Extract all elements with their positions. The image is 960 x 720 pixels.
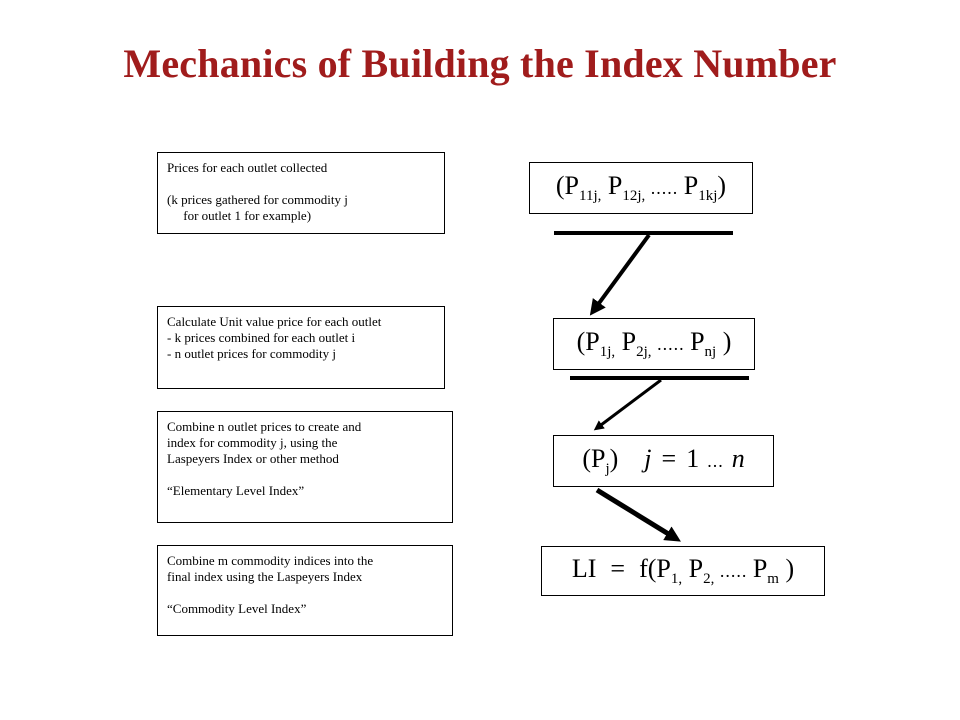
formula-dots: ..... (651, 334, 691, 354)
formula-dots: ..... (645, 178, 684, 198)
formula-dots: ... (707, 451, 724, 471)
formula-open: (P (576, 327, 600, 356)
step-line: “Commodity Level Index” (167, 601, 307, 616)
formula-close: ) (716, 327, 732, 356)
formula-subscript: m (767, 571, 779, 587)
formula-subscript: 1j, (599, 344, 616, 360)
formula-subscript: 2, (703, 571, 715, 587)
formula-term: P (683, 171, 699, 200)
formula-close: ) (609, 444, 619, 473)
step-line: for outlet 1 for example) (167, 208, 312, 223)
step-line: Combine n outlet prices to create and (167, 419, 362, 434)
step-line: Laspeyers Index or other method (167, 451, 339, 466)
formula-subscript: 12j, (622, 188, 646, 204)
step-line: Calculate Unit value price for each outlet (167, 314, 382, 329)
formula-term: P (690, 327, 705, 356)
formula-term: f(P (639, 554, 671, 583)
step-line: - n outlet prices for commodity j (167, 346, 336, 361)
formula-subscript: 2j, (636, 344, 652, 360)
step-line: index for commodity j, using the (167, 435, 338, 450)
formula-term: P (682, 554, 704, 583)
formula-term: P (615, 327, 637, 356)
formula-close: ) (717, 171, 727, 200)
formula-equals: = (610, 554, 626, 583)
step-line: (k prices gathered for commodity j (167, 192, 348, 207)
step-line: final index using the Laspeyers Index (167, 569, 363, 584)
formula-dots: ..... (714, 561, 753, 581)
formula-variable: j (644, 444, 652, 473)
step-line: Combine m commodity indices into the (167, 553, 374, 568)
formula-term: P (601, 171, 623, 200)
formula-term: LI (571, 554, 597, 583)
formula-open: (P (582, 444, 606, 473)
page-title: Mechanics of Building the Index Number (123, 41, 837, 86)
formula-close: ) (778, 554, 795, 583)
formula-subscript: j (605, 461, 610, 477)
flow-arrow (594, 235, 649, 310)
formula-variable: n (731, 444, 745, 473)
formula-term: 1 (686, 444, 700, 473)
formula-subscript: 11j, (579, 188, 602, 204)
formula-term: P (752, 554, 768, 583)
formula-subscript: 1, (670, 571, 683, 587)
step-line: Prices for each outlet collected (167, 160, 328, 175)
formula-equals: = (661, 444, 677, 473)
flow-arrow (597, 490, 675, 538)
step-line: - k prices combined for each outlet i (167, 330, 356, 345)
flow-arrow (597, 380, 661, 428)
formula-subscript: nj (704, 344, 717, 360)
step-line: “Elementary Level Index” (167, 483, 305, 498)
formula-subscript: 1kj (698, 188, 718, 204)
formula-open: (P (555, 171, 580, 200)
